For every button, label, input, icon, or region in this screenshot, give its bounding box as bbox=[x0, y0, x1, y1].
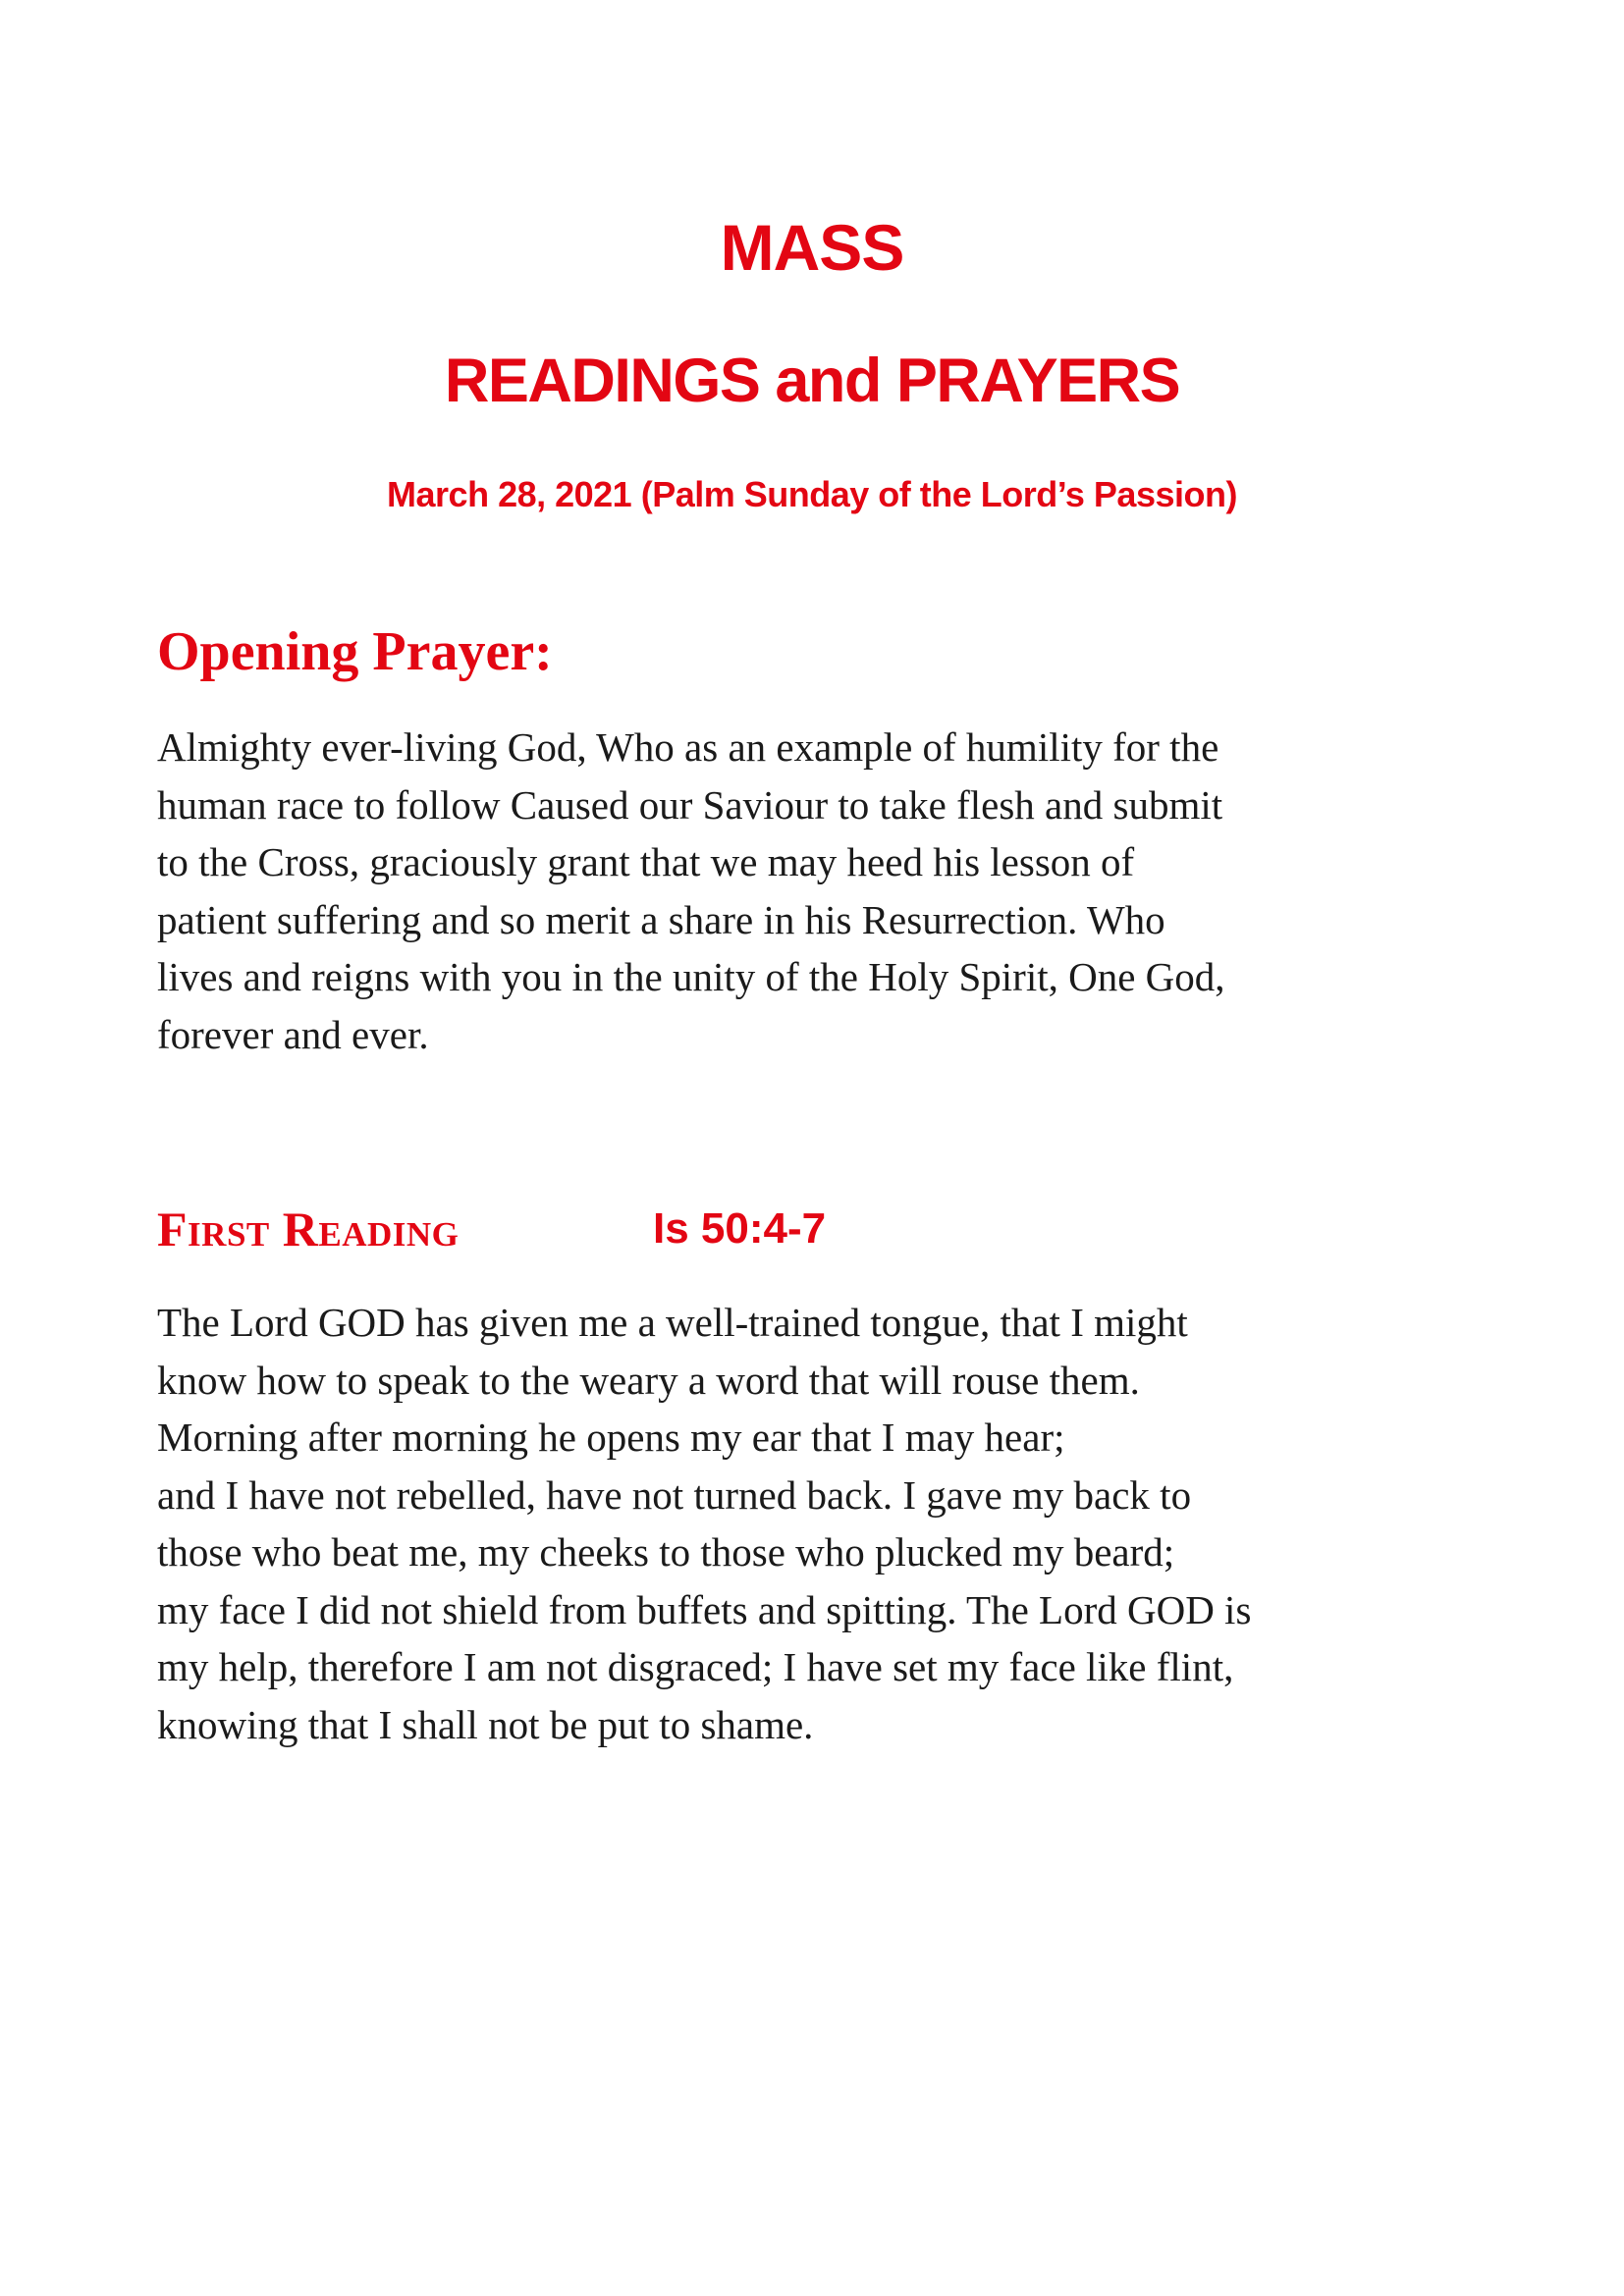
first-reading-line: knowing that I shall not be put to shame. bbox=[157, 1701, 814, 1747]
first-reading-line: my help, therefore I am not disgraced; I have set my face like flint, bbox=[157, 1644, 1234, 1689]
opening-prayer-text bbox=[157, 719, 1532, 1063]
first-reading-line: my face I did not shield from buffets and spitting. The Lord GOD is bbox=[157, 1586, 1252, 1632]
opening-prayer-line: to the Cross, graciously grant that we may heed his lesson of bbox=[157, 839, 1135, 884]
page-subtitle: READINGS and PRAYERS bbox=[444, 347, 1180, 415]
opening-prayer-line: human race to follow Caused our Saviour to take flesh and submit bbox=[157, 781, 1223, 828]
opening-prayer-heading: Opening Prayer: bbox=[157, 621, 553, 682]
first-reading-line: know how to speak to the weary a word that will rouse them. bbox=[157, 1357, 1140, 1403]
date-line: March 28, 2021 (Palm Sunday of the Lord’s Passion) bbox=[387, 474, 1237, 514]
first-reading-line: Morning after morning he opens my ear that I may hear; bbox=[157, 1415, 1065, 1460]
page-title: MASS bbox=[720, 211, 904, 284]
opening-prayer-line: patient suffering and so merit a share in his Resurrection. Who bbox=[157, 896, 1165, 942]
opening-prayer-line: forever and ever. bbox=[157, 1011, 429, 1057]
first-reading-line: those who beat me, my cheeks to those who plucked my beard; bbox=[157, 1529, 1175, 1575]
first-reading-reference: Is 50:4-7 bbox=[653, 1204, 827, 1253]
first-reading-line: The Lord GOD has given me a well-trained tongue, that I might bbox=[157, 1300, 1188, 1345]
first-reading-line: and I have not rebelled, have not turned back. I gave my back to bbox=[157, 1471, 1192, 1518]
first-reading-heading: First Reading bbox=[157, 1201, 460, 1256]
opening-prayer-line: Almighty ever-living God, Who as an example of humility for the bbox=[157, 724, 1219, 770]
first-reading-text bbox=[157, 1294, 1532, 1753]
opening-prayer-line: lives and reigns with you in the unity of the Holy Spirit, One God, bbox=[157, 954, 1225, 999]
